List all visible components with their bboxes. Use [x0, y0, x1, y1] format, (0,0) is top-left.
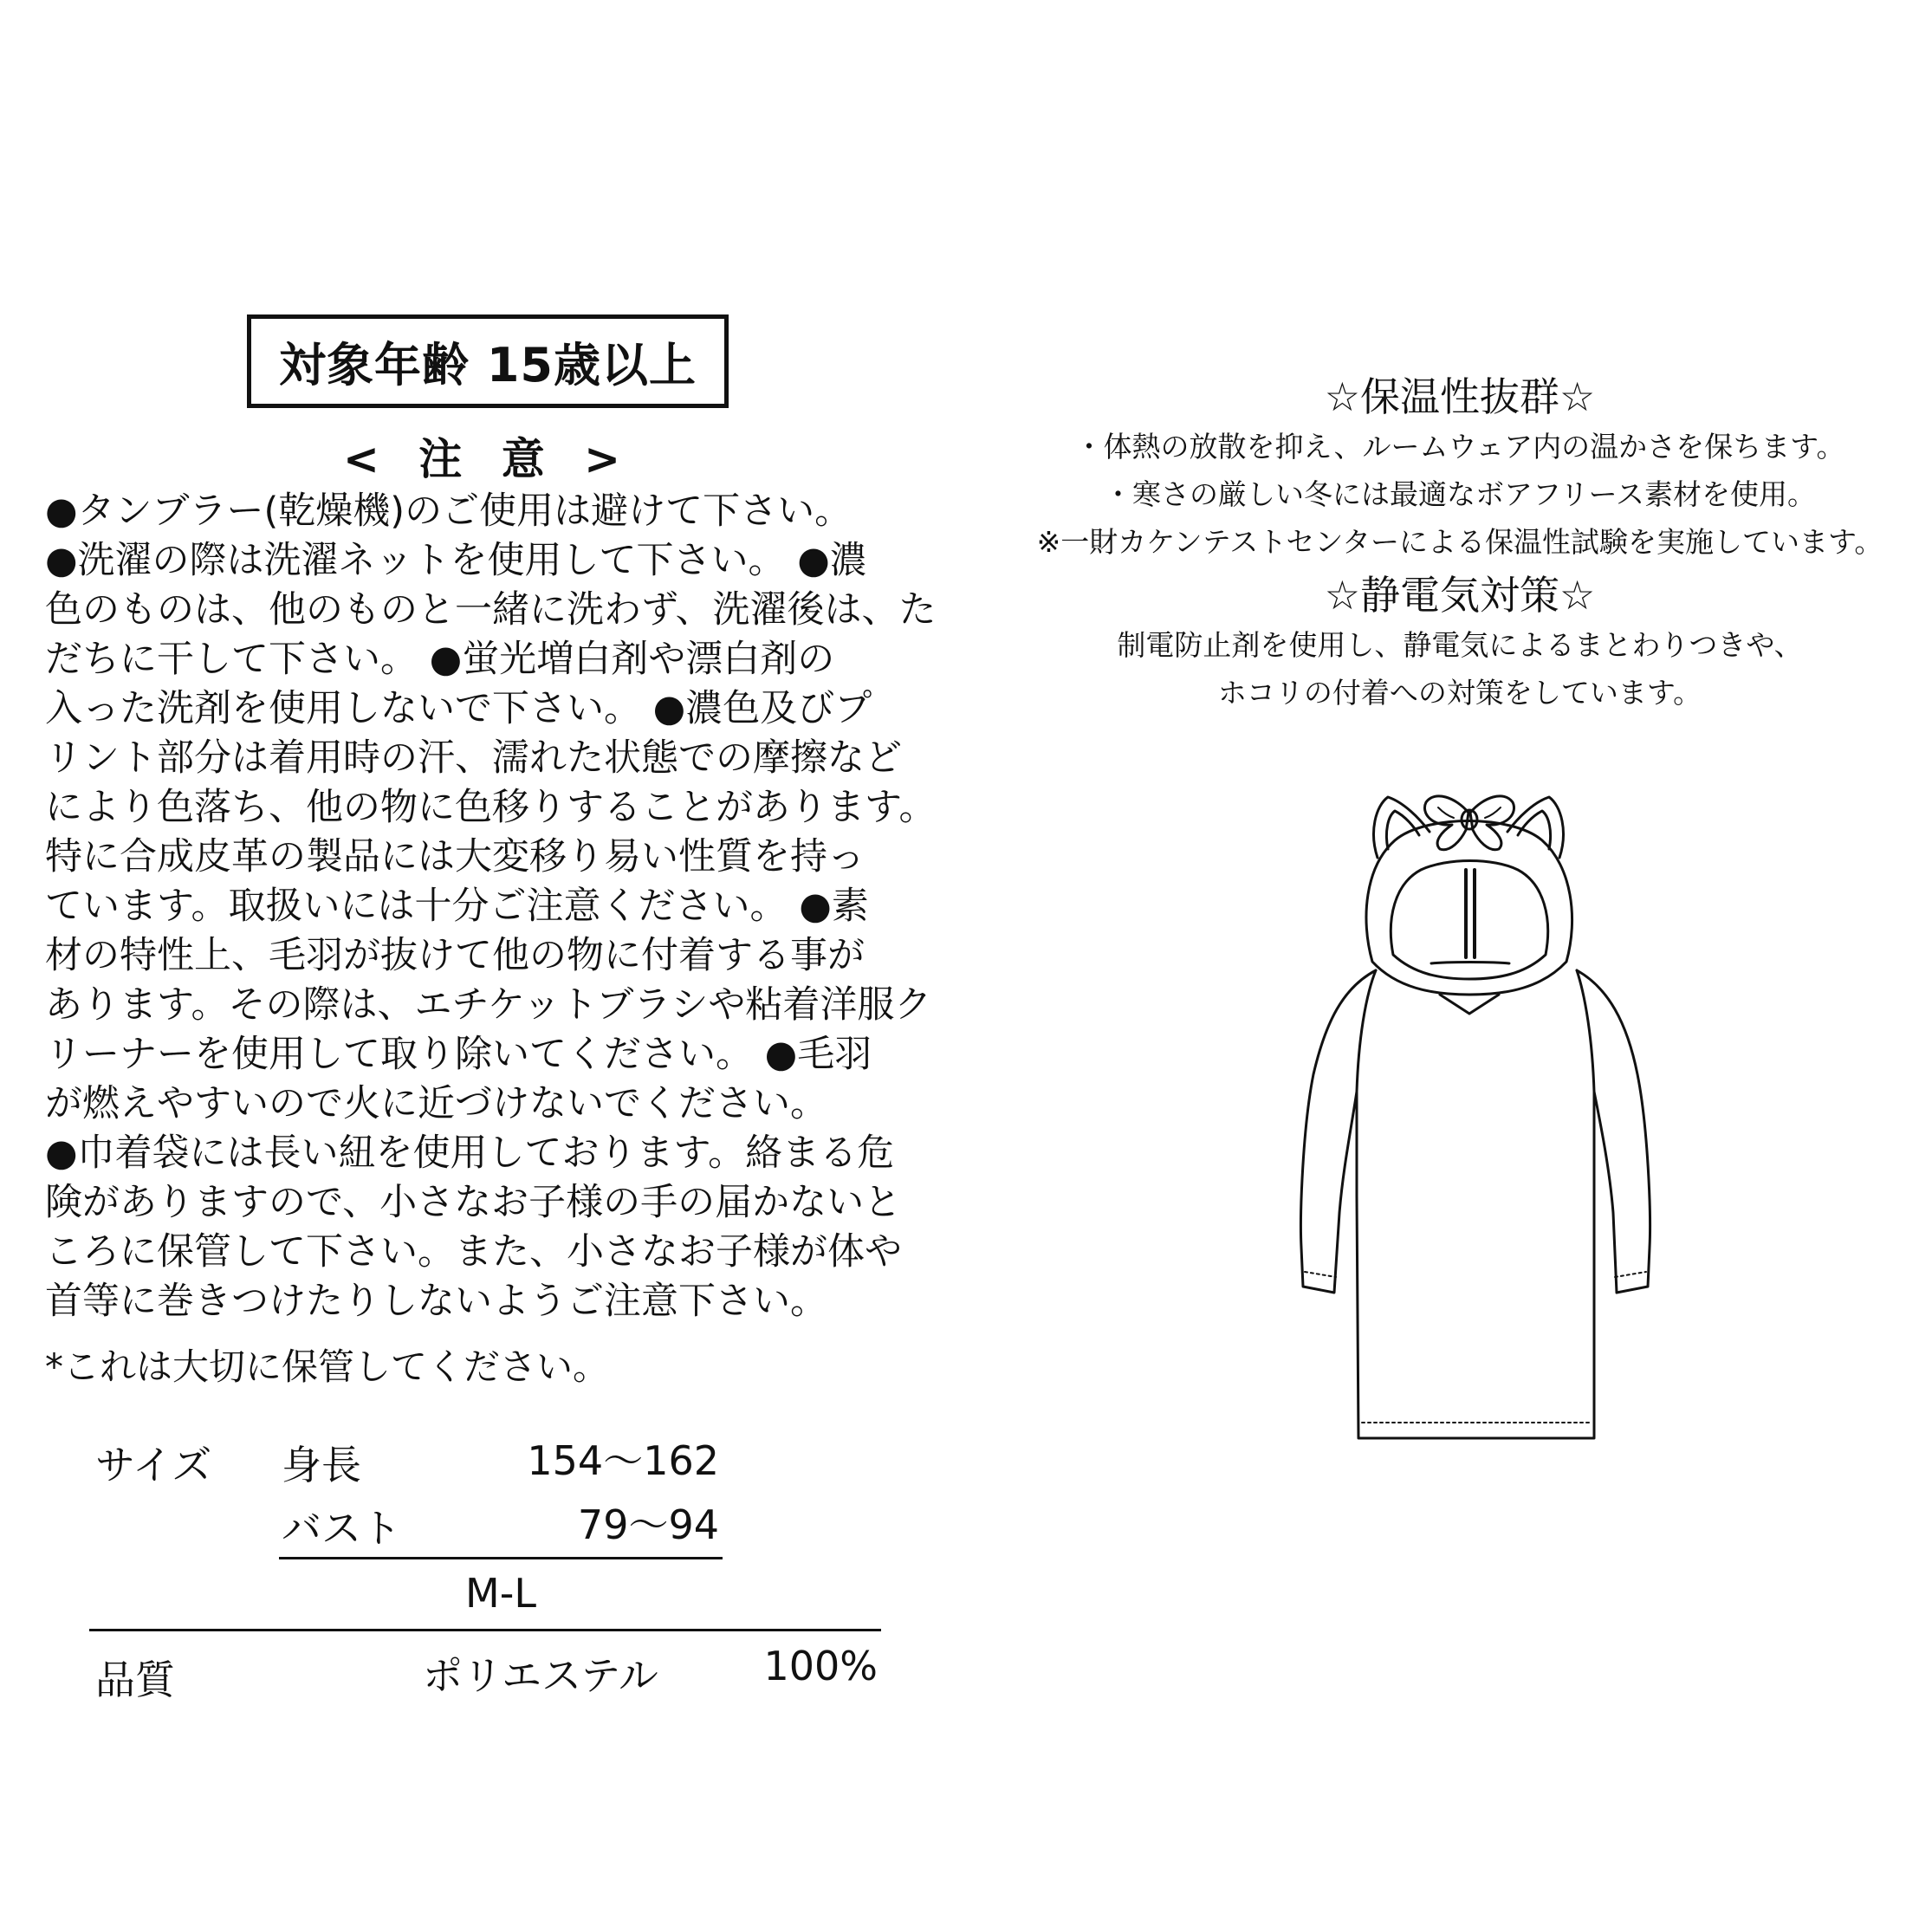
caution-line: 特に合成皮革の製品には大変移り易い性質を持っ	[45, 835, 865, 878]
target-age-label: 対象年齢 15歳以上	[279, 337, 697, 392]
bust-value: 79〜94	[577, 1501, 719, 1548]
bust-label: バスト	[282, 1505, 401, 1552]
features-block	[1022, 371, 1897, 716]
caution-line: リント部分は着用時の汗、濡れた状態での摩擦など	[45, 736, 902, 780]
caution-line: が燃えやすいので火に近づけないでください。	[45, 1082, 827, 1125]
static-line: ホコリの付着への対策をしています。	[1217, 676, 1702, 710]
caution-line: 材の特性上、毛羽が抜けて他の物に付着する事が	[45, 934, 865, 977]
size-label: サイズ	[95, 1442, 212, 1488]
warmth-line: ・体熱の放散を抑え、ルームウェア内の温かさを保ちます。	[1074, 430, 1845, 464]
warmth-line: ※一財カケンテストセンターによる保温性試験を実施しています。	[1036, 525, 1883, 559]
quality-label: 品質	[95, 1656, 175, 1703]
caution-line: 入った洗剤を使用しないで下さい。 ●濃色及びプ	[45, 687, 872, 730]
caution-line: あります。その際は、エチケットブラシや粘着洋服ク	[45, 983, 932, 1027]
static-line: 制電防止剤を使用し、静電気によるまとわりつきや、	[1117, 628, 1803, 662]
hooded-robe-with-ears-and-bow-icon	[1282, 762, 1655, 1455]
static-heading: ☆静電気対策☆	[1324, 572, 1596, 619]
quality-percent: 100%	[763, 1643, 878, 1689]
size-divider	[279, 1557, 723, 1559]
caution-line: 険がありますので、小さなお子様の手の届かないと	[45, 1181, 902, 1224]
quality-material: ポリエステル	[423, 1652, 658, 1699]
size-code: M-L	[465, 1570, 536, 1617]
height-label: 身長	[282, 1442, 361, 1488]
caution-line: ●タンブラー(乾燥機)のご使用は避けて下さい。	[45, 489, 853, 533]
caution-line: ころに保管して下さい。また、小さなお子様が体や	[45, 1230, 902, 1274]
warmth-line: ・寒さの厳しい冬には最適なボアフリース素材を使用。	[1103, 477, 1817, 511]
caution-line: ています。取扱いには十分ご注意ください。 ●素	[45, 885, 869, 928]
caution-line: リーナーを使用して取り除いてください。 ●毛羽	[45, 1033, 872, 1076]
target-age-box	[247, 314, 729, 408]
caution-line: ●洗濯の際は洗濯ネットを使用して下さい。 ●濃	[45, 539, 867, 582]
caution-text	[45, 487, 946, 1326]
quality-divider	[89, 1629, 881, 1631]
caution-heading: < 注 意 >	[342, 434, 632, 484]
caution-line: ●巾着袋には長い紐を使用しております。絡まる危	[45, 1131, 895, 1175]
warmth-heading: ☆保温性抜群☆	[1324, 373, 1596, 420]
caution-line: だちに干して下さい。 ●蛍光増白剤や漂白剤の	[45, 638, 835, 681]
caution-line: 首等に巻きつけたりしないようご注意下さい。	[45, 1280, 827, 1323]
caution-line: 色のものは、他のものと一緒に洗わず、洗濯後は、た	[45, 588, 937, 632]
height-value: 154〜162	[527, 1437, 719, 1484]
caution-line: により色落ち、他の物に色移りすることがあります。	[45, 786, 937, 829]
keep-note: *これは大切に保管してください。	[45, 1345, 610, 1388]
